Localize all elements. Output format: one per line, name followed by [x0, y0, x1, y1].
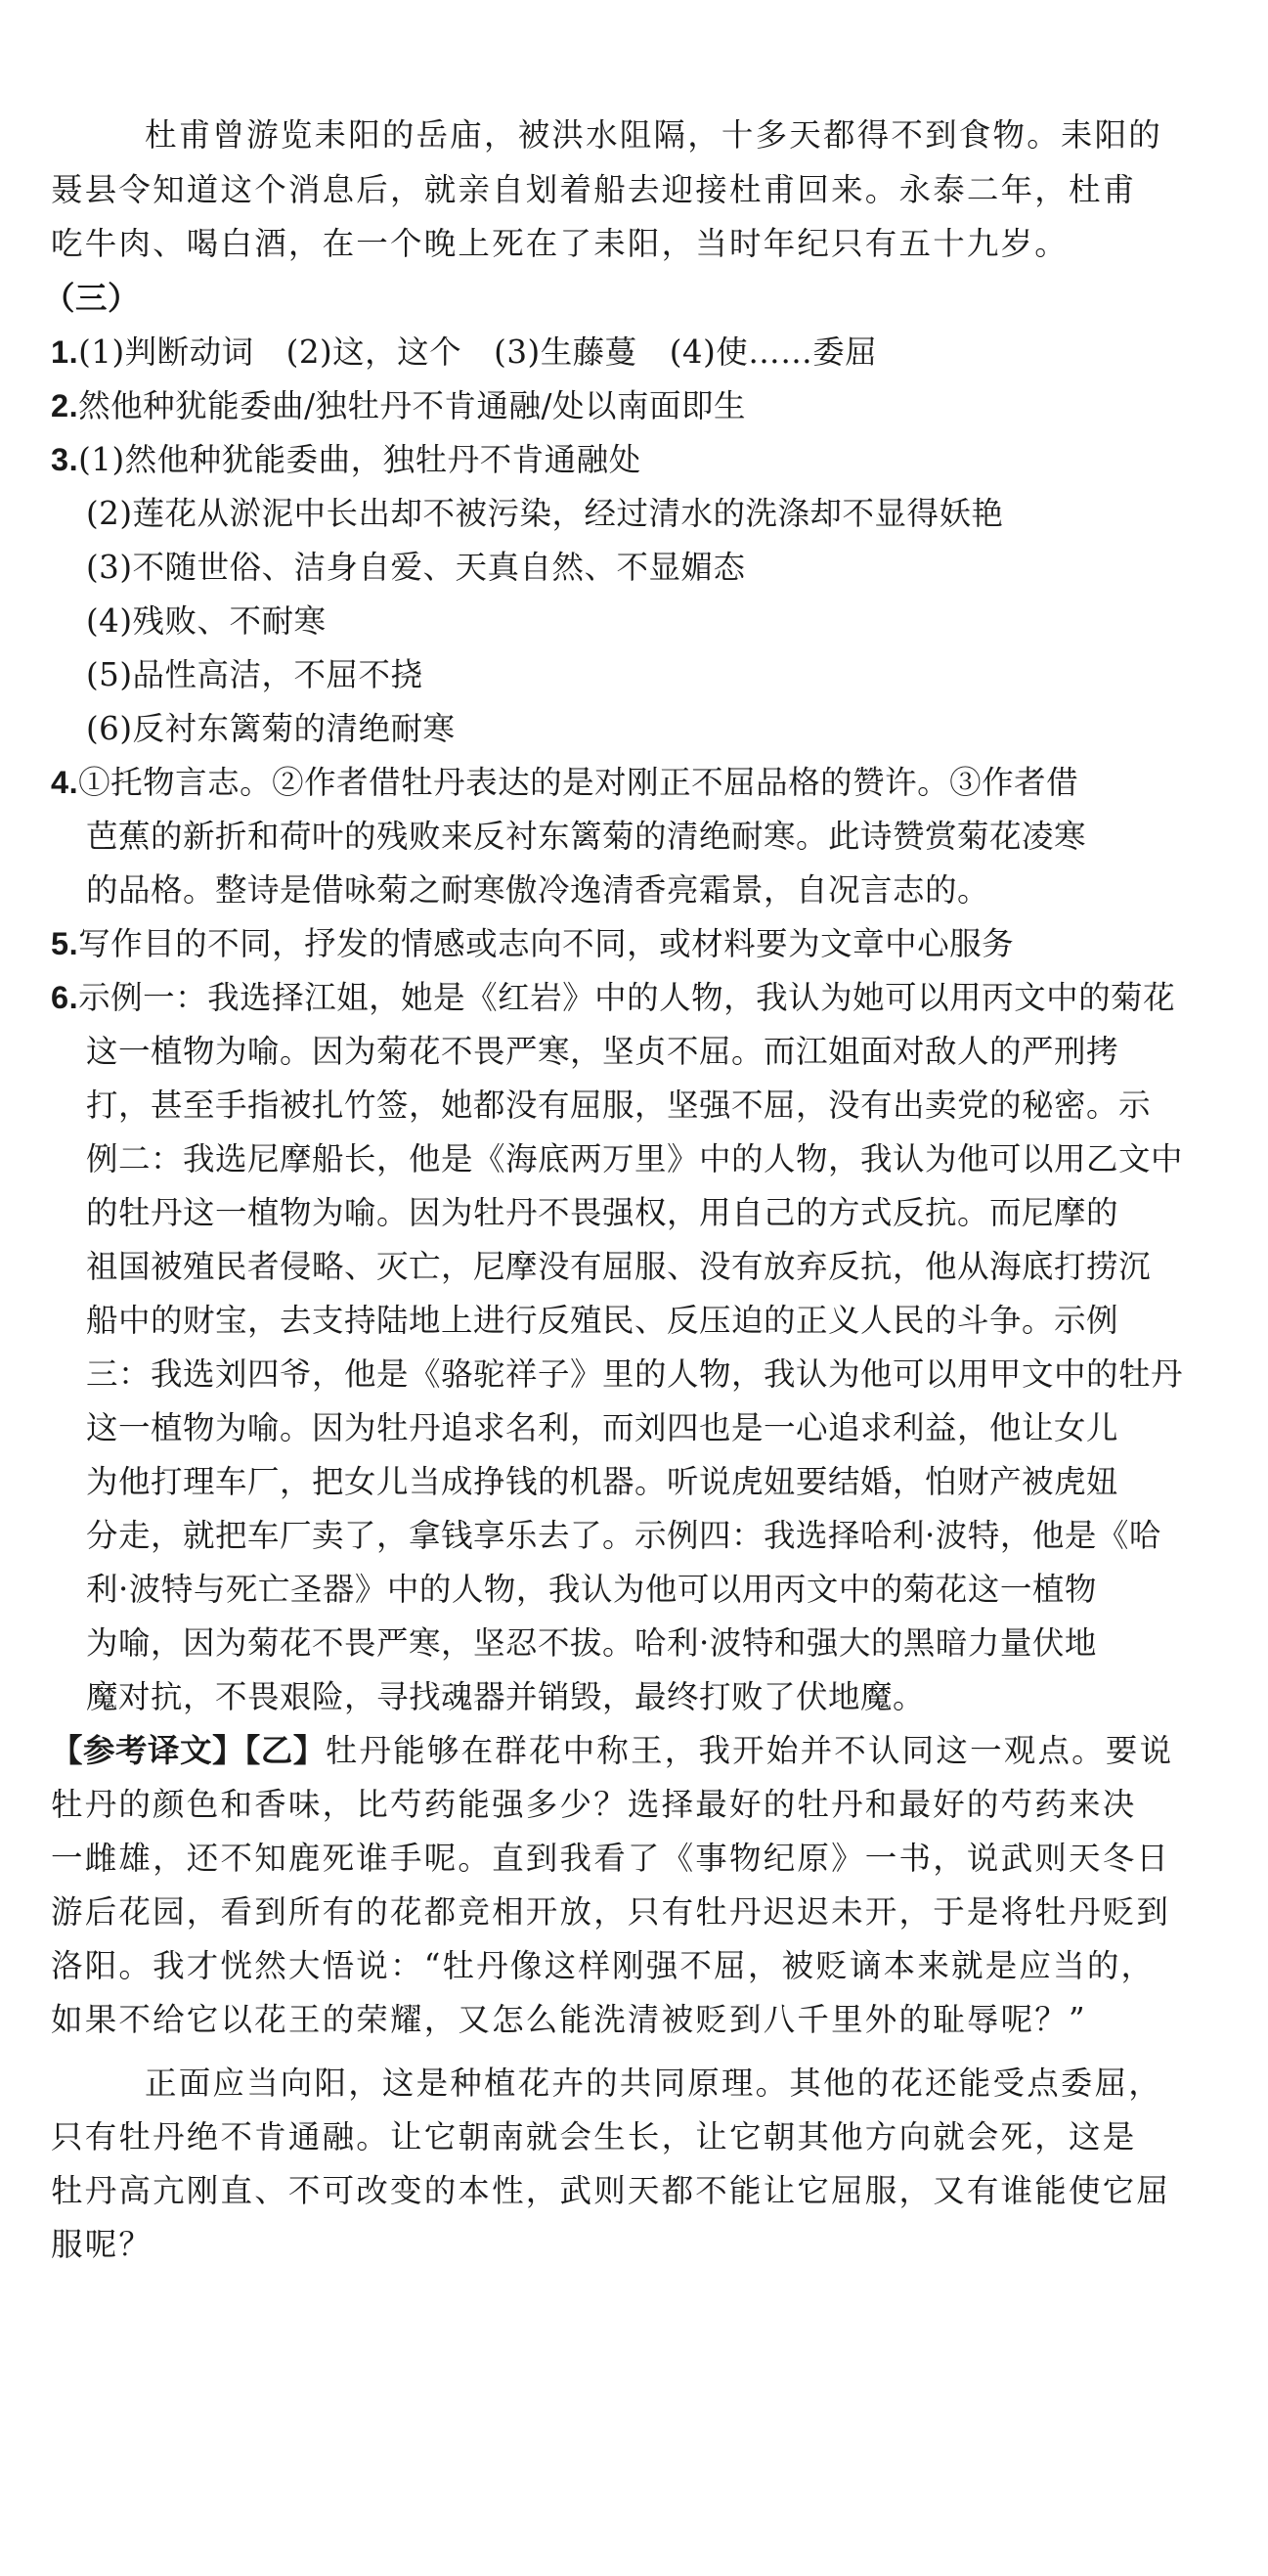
question-4-line-3: 的品格。整诗是借咏菊之耐寒傲冷逸清香亮霜景，自况言志的。: [86, 871, 990, 909]
question-4-line-2: 芭蕉的新折和荷叶的残败来反衬东篱菊的清绝耐寒。此诗赞赏菊花凌寒: [86, 818, 1087, 855]
question-3-item-4: (4)残败、不耐寒: [86, 602, 327, 640]
intro-line-3: 吃牛肉、喝白酒，在一个晚上死在了耒阳，当时年纪只有五十九岁。: [51, 225, 1070, 262]
question-4-number: 4.: [51, 765, 79, 800]
question-5-answer: 写作目的不同，抒发的情感或志向不同，或材料要为文章中心服务: [78, 925, 1015, 962]
question-6-line-12: 利·波特与死亡圣器》中的人物，我认为他可以用丙文中的菊花这一植物: [86, 1571, 1097, 1608]
question-1-answer: (1)判断动词 (2)这，这个 (3)生藤蔓 (4)使……委屈: [78, 333, 878, 371]
question-6-number: 6.: [51, 980, 79, 1015]
section-title: （三）: [43, 279, 141, 317]
reference-line-3: 一雌雄，还不知鹿死谁手呢。直到我看了《事物纪原》一书，说武则天冬日: [51, 1840, 1171, 1877]
question-6-line-11: 分走，就把车厂卖了，拿钱享乐去了。示例四：我选择哈利·波特，他是《哈: [86, 1517, 1161, 1554]
reference-line-4: 游后花园，看到所有的花都竞相开放，只有牡丹迟迟未开，于是将牡丹贬到: [51, 1893, 1171, 1931]
question-5: [51, 922, 1014, 965]
question-2-number: 2.: [51, 388, 79, 423]
reference-para2-line-1: 正面应当向阳，这是种植花卉的共同原理。其他的花还能受点委屈，: [145, 2065, 1163, 2102]
reference-para2-line-3: 牡丹高亢刚直、不可改变的本性，武则天都不能让它屈服，又有谁能使它屈: [51, 2172, 1171, 2209]
question-6-line-8: 三：我选刘四爷，他是《骆驼祥子》里的人物，我认为他可以用甲文中的牡丹: [86, 1355, 1184, 1393]
question-6-line-2: 这一植物为喻。因为菊花不畏严寒，坚贞不屈。而江姐面对敌人的严刑拷: [86, 1033, 1119, 1070]
reference-translation: [51, 1729, 1173, 1772]
reference-para2-line-2: 只有牡丹绝不肯通融。让它朝南就会生长，让它朝其他方向就会死，这是: [51, 2118, 1137, 2155]
question-6-line-14: 魔对抗，不畏艰险，寻找魂器并销毁，最终打败了伏地魔。: [86, 1678, 926, 1715]
question-3-item-6: (6)反衬东篱菊的清绝耐寒: [86, 710, 456, 747]
question-1: [51, 331, 877, 374]
question-6-line-5: 的牡丹这一植物为喻。因为牡丹不畏强权，用自己的方式反抗。而尼摩的: [86, 1194, 1119, 1231]
reference-line-2: 牡丹的颜色和香味，比芍药能强多少？选择最好的牡丹和最好的芍药来决: [51, 1786, 1137, 1823]
question-3: [51, 438, 641, 481]
reference-label: 【参考译文】【乙】: [51, 1731, 326, 1769]
question-6-line-3: 打，甚至手指被扎竹签，她都没有屈服，坚强不屈，没有出卖党的秘密。示: [86, 1087, 1152, 1124]
question-4-line-1: ①托物言志。②作者借牡丹表达的是对刚正不屈品格的赞许。③作者借: [78, 764, 1079, 801]
question-6-line-9: 这一植物为喻。因为牡丹追求名利，而刘四也是一心追求利益，他让女儿: [86, 1409, 1119, 1446]
question-1-number: 1.: [51, 334, 79, 370]
question-6-line-10: 为他打理车厂，把女儿当成挣钱的机器。听说虎妞要结婚，怕财产被虎妞: [86, 1463, 1119, 1500]
reference-line-6: 如果不给它以花王的荣耀，又怎么能洗清被贬到八千里外的耻辱呢？”: [51, 2001, 1087, 2038]
reference-line-1: 牡丹能够在群花中称王，我开始并不认同这一观点。要说: [325, 1732, 1174, 1769]
question-6-line-13: 为喻，因为菊花不畏严寒，坚忍不拔。哈利·波特和强大的黑暗力量伏地: [86, 1624, 1097, 1662]
intro-line-1: 杜甫曾游览耒阳的岳庙，被洪水阻隔，十多天都得不到食物。耒阳的: [145, 116, 1163, 154]
reference-para2-line-4: 服呢？: [51, 2226, 153, 2263]
intro-line-2: 聂县令知道这个消息后，就亲自划着船去迎接杜甫回来。永泰二年，杜甫: [51, 171, 1137, 208]
question-5-number: 5.: [51, 926, 79, 961]
question-2-answer: 然他种犹能委曲/独牡丹不肯通融/处以南面即生: [78, 387, 747, 424]
question-3-item-2: (2)莲花从淤泥中长出却不被污染，经过清水的洗涤却不显得妖艳: [86, 495, 1004, 532]
question-3-item-3: (3)不随世俗、洁身自爱、天真自然、不显媚态: [86, 549, 746, 586]
question-3-number: 3.: [51, 442, 79, 477]
question-6-line-7: 船中的财宝，去支持陆地上进行反殖民、反压迫的正义人民的斗争。示例: [86, 1302, 1119, 1339]
question-3-item-5: (5)品性高洁，不屈不挠: [86, 656, 423, 693]
reference-line-5: 洛阳。我才恍然大悟说：“牡丹像这样刚强不屈，被贬谪本来就是应当的，: [51, 1947, 1156, 1984]
question-2: [51, 384, 746, 427]
question-6-line-1: 示例一：我选择江姐，她是《红岩》中的人物，我认为她可以用丙文中的菊花: [78, 979, 1176, 1016]
question-4: [51, 761, 1078, 804]
question-6: [51, 976, 1175, 1019]
question-6-line-6: 祖国被殖民者侵略、灭亡，尼摩没有屈服、没有放弃反抗，他从海底打捞沉: [86, 1248, 1152, 1285]
question-3-item-1: (1)然他种犹能委曲，独牡丹不肯通融处: [78, 441, 641, 478]
question-6-line-4: 例二：我选尼摩船长，他是《海底两万里》中的人物，我认为他可以用乙文中: [86, 1140, 1184, 1177]
answer-page: [43, 0, 1210, 2576]
